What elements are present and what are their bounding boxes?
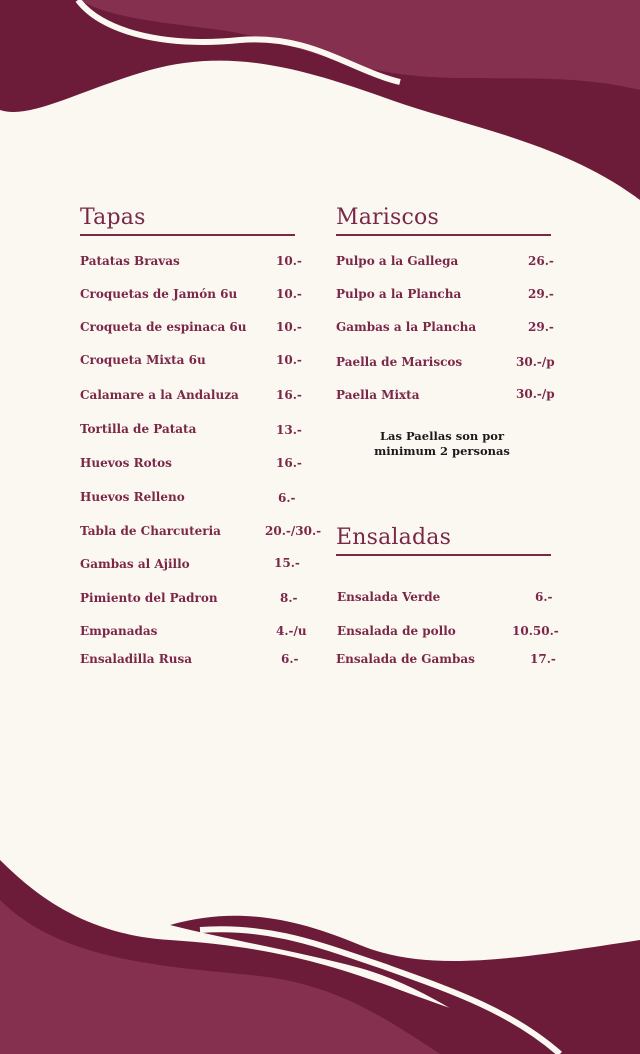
mariscos-item-price: 30.-/p: [516, 355, 555, 369]
tapas-item-price: 10.-: [276, 353, 302, 367]
mariscos-item-price: 29.-: [528, 320, 554, 334]
mariscos-title-rule: [336, 234, 551, 236]
tapas-item-price: 13.-: [276, 423, 302, 437]
tapas-item-name: Croqueta de espinaca 6u: [80, 320, 247, 334]
tapas-item-price: 10.-: [276, 287, 302, 301]
tapas-item-price: 6.-: [281, 652, 299, 666]
mariscos-item-price: 29.-: [528, 287, 554, 301]
tapas-item-price: 10.-: [276, 254, 302, 268]
tapas-item-name: Croqueta Mixta 6u: [80, 353, 206, 367]
tapas-item-name: Tabla de Charcuteria: [80, 524, 221, 538]
tapas-item-price: 16.-: [276, 388, 302, 402]
mariscos-item-price: 26.-: [528, 254, 554, 268]
tapas-item-price: 15.-: [274, 556, 300, 570]
ensaladas-item-name: Ensalada Verde: [337, 590, 441, 604]
tapas-item-price: 8.-: [280, 591, 298, 605]
mariscos-item-name: Pulpo a la Gallega: [336, 254, 459, 268]
tapas-title: Tapas: [80, 205, 146, 230]
tapas-title-rule: [80, 234, 295, 236]
mariscos-title: Mariscos: [336, 205, 439, 230]
mariscos-item-price: 30.-/p: [516, 387, 555, 401]
mariscos-item-name: Gambas a la Plancha: [336, 320, 477, 334]
tapas-item-name: Tortilla de Patata: [80, 422, 197, 436]
mariscos-item-name: Paella Mixta: [336, 388, 420, 402]
ensaladas-item-price: 6.-: [535, 590, 553, 604]
tapas-item-name: Ensaladilla Rusa: [80, 652, 192, 666]
tapas-item-name: Gambas al Ajillo: [80, 557, 190, 571]
ensaladas-title: Ensaladas: [336, 525, 452, 550]
tapas-item-name: Huevos Relleno: [80, 490, 185, 504]
tapas-item-name: Calamare a la Andaluza: [80, 388, 239, 402]
tapas-item-name: Croquetas de Jamón 6u: [80, 287, 238, 301]
ensaladas-item-price: 10.50.-: [512, 624, 559, 638]
ensaladas-item-name: Ensalada de pollo: [337, 624, 456, 638]
tapas-item-price: 6.-: [278, 491, 296, 505]
ensaladas-item-name: Ensalada de Gambas: [336, 652, 475, 666]
ensaladas-title-rule: [336, 554, 551, 556]
ensaladas-item-price: 17.-: [530, 652, 556, 666]
tapas-item-price: 4.-/u: [276, 624, 307, 638]
tapas-item-price: 16.-: [276, 456, 302, 470]
tapas-item-price: 20.-/30.-: [265, 524, 322, 538]
paella-note: Las Paellas son por minimum 2 personas: [374, 429, 510, 458]
tapas-item-name: Patatas Bravas: [80, 254, 180, 268]
tapas-item-name: Pimiento del Padron: [80, 591, 218, 605]
mariscos-item-name: Paella de Mariscos: [336, 355, 463, 369]
mariscos-item-name: Pulpo a la Plancha: [336, 287, 462, 301]
tapas-item-price: 10.-: [276, 320, 302, 334]
tapas-item-name: Empanadas: [80, 624, 158, 638]
tapas-item-name: Huevos Rotos: [80, 456, 172, 470]
